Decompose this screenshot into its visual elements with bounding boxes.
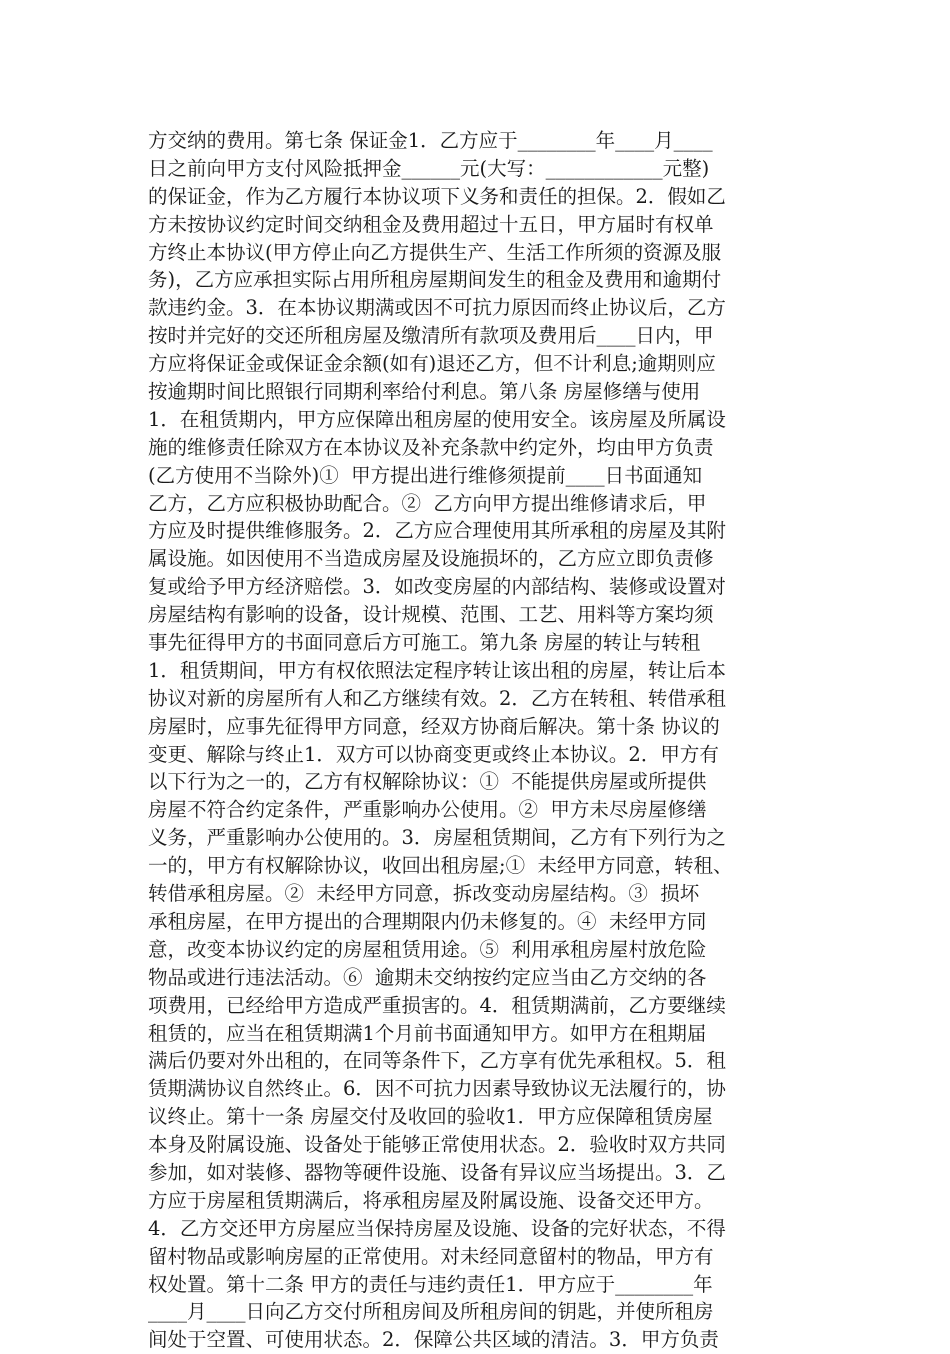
text-line: 方应及时提供维修服务。2．乙方应合理使用其所承租的房屋及其附: [148, 519, 726, 543]
contract-body-text: [148, 127, 828, 1354]
text-line: 1．租赁期间，甲方有权依照法定程序转让该出租的房屋，转让后本: [148, 658, 726, 682]
text-line: 议终止。第十一条 房屋交付及收回的验收1．甲方应保障租赁房屋: [148, 1105, 713, 1129]
text-line: 权处置。第十二条 甲方的责任与违约责任1．甲方应于________年: [148, 1272, 713, 1296]
text-line: (乙方使用不当除外)① 甲方提出进行维修须提前____日书面通知: [148, 463, 703, 487]
text-line: 留村物品或影响房屋的正常使用。对未经同意留村的物品，甲方有: [148, 1244, 714, 1268]
text-line: 方应于房屋租赁期满后，将承租房屋及附属设施、设备交还甲方。: [148, 1188, 714, 1212]
text-line: 按时并完好的交还所租房屋及缴清所有款项及费用后____日内，甲: [148, 324, 714, 348]
text-line: 承租房屋，在甲方提出的合理期限内仍未修复的。④ 未经甲方同: [148, 909, 707, 933]
text-line: 方终止本协议(甲方停止向乙方提供生产、生活工作所须的资源及服: [148, 240, 722, 264]
text-line: 日之前向甲方支付风险抵押金______元(大写：____________元整): [148, 156, 710, 180]
text-line: 间处于空置、可使用状态。2．保障公共区域的清洁。3．甲方负责: [148, 1328, 719, 1352]
text-line: 满后仍要对外出租的，在同等条件下，乙方享有优先承租权。5．租: [148, 1049, 726, 1073]
text-line: 按逾期时间比照银行同期利率给付利息。第八条 房屋修缮与使用: [148, 380, 701, 404]
text-line: 房屋结构有影响的设备，设计规模、范围、工艺、用料等方案均须: [148, 603, 714, 627]
text-line: 施的维修责任除双方在本协议及补充条款中约定外，均由甲方负责: [148, 435, 714, 459]
text-line: 一的，甲方有权解除协议，收回出租房屋;① 未经甲方同意，转租、: [148, 854, 733, 878]
text-line: 方应将保证金或保证金余额(如有)退还乙方，但不计利息;逾期则应: [148, 352, 716, 376]
text-line: 1．在租赁期内，甲方应保障出租房屋的使用安全。该房屋及所属设: [148, 407, 726, 431]
text-line: 方未按协议约定时间交纳租金及费用超过十五日，甲方届时有权单: [148, 212, 714, 236]
text-line: 的保证金，作为乙方履行本协议项下义务和责任的担保。2．假如乙: [148, 184, 726, 208]
text-line: 以下行为之一的，乙方有权解除协议：① 不能提供房屋或所提供: [148, 770, 707, 794]
text-line: 项费用，已经给甲方造成严重损害的。4．租赁期满前，乙方要继续: [148, 993, 726, 1017]
text-line: 务)，乙方应承担实际占用所租房屋期间发生的租金及费用和逾期付: [148, 268, 722, 292]
text-line: 事先征得甲方的书面同意后方可施工。第九条 房屋的转让与转租: [148, 631, 701, 655]
text-line: 方交纳的费用。第七条 保证金1．乙方应于________年____月____: [148, 129, 713, 152]
text-line: 协议对新的房屋所有人和乙方继续有效。2．乙方在转租、转借承租: [148, 686, 726, 710]
text-line: 租赁的，应当在租赁期满1个月前书面通知甲方。如甲方在租期届: [148, 1021, 707, 1045]
text-line: 参加，如对装修、器物等硬件设施、设备有异议应当场提出。3．乙: [148, 1160, 726, 1184]
text-line: 物品或进行违法活动。⑥ 逾期未交纳按约定应当由乙方交纳的各: [148, 965, 707, 989]
text-line: 属设施。如因使用不当造成房屋及设施损坏的，乙方应立即负责修: [148, 547, 714, 571]
text-line: 款违约金。3．在本协议期满或因不可抗力原因而终止协议后，乙方: [148, 296, 726, 320]
text-line: 乙方，乙方应积极协助配合。② 乙方向甲方提出维修请求后，甲: [148, 491, 707, 515]
text-line: 本身及附属设施、设备处于能够正常使用状态。2．验收时双方共同: [148, 1133, 726, 1157]
text-line: 房屋时，应事先征得甲方同意，经双方协商后解决。第十条 协议的: [148, 714, 720, 738]
text-line: 变更、解除与终止1．双方可以协商变更或终止本协议。2．甲方有: [148, 742, 719, 766]
text-line: ____月____日向乙方交付所租房间及所租房间的钥匙，并使所租房: [148, 1300, 714, 1324]
text-line: 赁期满协议自然终止。6．因不可抗力因素导致协议无法履行的，协: [148, 1077, 726, 1101]
text-line: 义务，严重影响办公使用的。3．房屋租赁期间，乙方有下列行为之: [148, 826, 726, 850]
text-line: 复或给予甲方经济赔偿。3．如改变房屋的内部结构、装修或设置对: [148, 575, 726, 599]
text-line: 转借承租房屋。② 未经甲方同意，拆改变动房屋结构。③ 损坏: [148, 882, 700, 906]
text-line: 4．乙方交还甲方房屋应当保持房屋及设施、设备的完好状态，不得: [148, 1216, 726, 1240]
text-line: 意，改变本协议约定的房屋租赁用途。⑤ 利用承租房屋村放危险: [148, 937, 707, 961]
text-line: 房屋不符合约定条件，严重影响办公使用。② 甲方未尽房屋修缮: [148, 798, 707, 822]
